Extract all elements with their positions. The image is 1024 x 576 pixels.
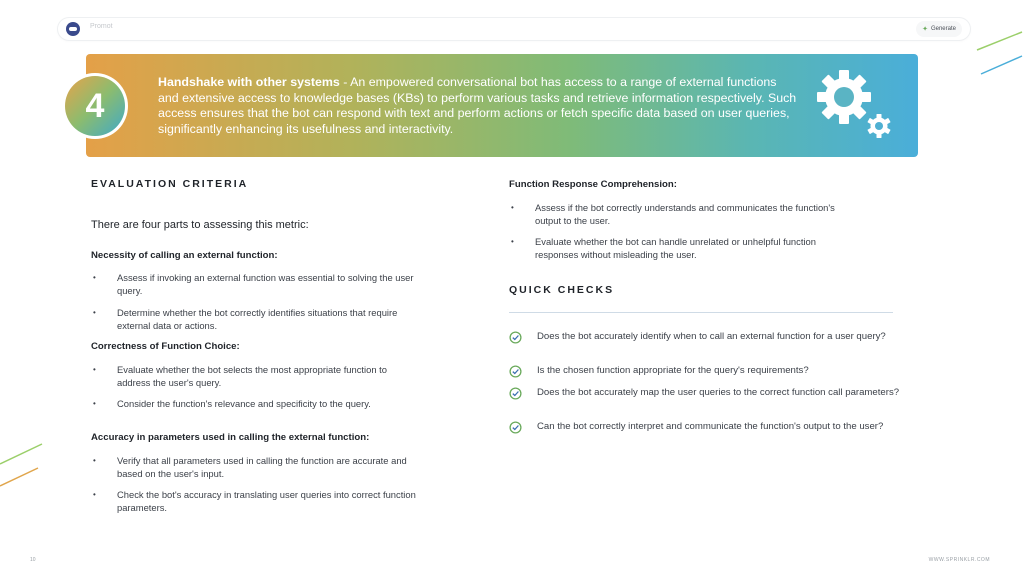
bullet-item: • Check the bot's accuracy in translating user queries into correct function parameters. [91, 488, 417, 514]
decorative-lines-left-icon [0, 440, 44, 490]
small-gear-icon [866, 113, 892, 139]
section-title-comprehension: Function Response Comprehension: [509, 179, 677, 190]
footer-url[interactable]: WWW.SPRINKLR.COM [928, 557, 990, 563]
check-circle-icon [509, 331, 522, 344]
section-title-accuracy: Accuracy in parameters used in calling the external function: [91, 432, 370, 443]
bullet-item: • Assess if invoking an external function was essential to solving the user query. [91, 271, 417, 297]
generate-label: Generate [930, 26, 956, 32]
divider [509, 312, 893, 313]
check-text: Does the bot accurately map the user queries to the correct function call parameters? [537, 387, 900, 398]
section-title-correctness: Correctness of Function Choice: [91, 341, 240, 352]
intro-text: There are four parts to assessing this metric: [91, 219, 309, 231]
bullet-item: • Verify that all parameters used in calling the function are accurate and based on the user's input. [91, 454, 417, 480]
banner-title: Handshake with other systems [158, 75, 340, 89]
bullet-item: • Consider the function's relevance and specificity to the query. [91, 397, 417, 410]
check-text: Is the chosen function appropriate for the query's requirements? [537, 365, 809, 376]
gear-icon [815, 68, 873, 126]
banner-description: - An empowered conversational bot has access to a range of external functions and extensive access to knowledge bases (KBs) to perform various tasks and retrieve information respectively. Such access ensures that the bot can respond with text and perform actions or fetch specific data based on user queries, significantly enhancing its usefulness and interactivity. [158, 75, 797, 136]
banner-text [158, 75, 798, 137]
check-item [509, 364, 907, 377]
brand-name: Promot [90, 23, 113, 30]
check-item [509, 330, 907, 343]
check-text: Can the bot correctly interpret and communicate the function's output to the user? [537, 421, 884, 432]
bullet-item: • Evaluate whether the bot selects the most appropriate function to address the user's query. [91, 363, 417, 389]
bullet-item: • Assess if the bot correctly understands and communicates the function's output to the user. [509, 201, 845, 227]
check-item [509, 386, 907, 399]
bullet-item: • Evaluate whether the bot can handle unrelated or unhelpful function responses without misleading the user. [509, 235, 845, 261]
check-circle-icon [509, 421, 522, 434]
top-bar [58, 18, 970, 40]
bullet-item: • Determine whether the bot correctly identifies situations that require external data or actions. [91, 306, 417, 332]
number-badge: 4 [65, 76, 125, 136]
check-circle-icon [509, 365, 522, 378]
quick-checks-heading: QUICK CHECKS [509, 284, 615, 296]
check-circle-icon [509, 387, 522, 400]
section-title-necessity: Necessity of calling an external function: [91, 250, 278, 261]
check-item [509, 420, 907, 433]
decorative-lines-right-icon [975, 28, 1024, 80]
sparkle-icon: ✦ [922, 26, 928, 33]
evaluation-criteria-heading: EVALUATION CRITERIA [91, 178, 249, 190]
page-number: 10 [30, 557, 36, 563]
logo-icon [66, 22, 80, 36]
generate-button[interactable] [916, 21, 962, 37]
check-text: Does the bot accurately identify when to call an external function for a user query? [537, 331, 886, 342]
